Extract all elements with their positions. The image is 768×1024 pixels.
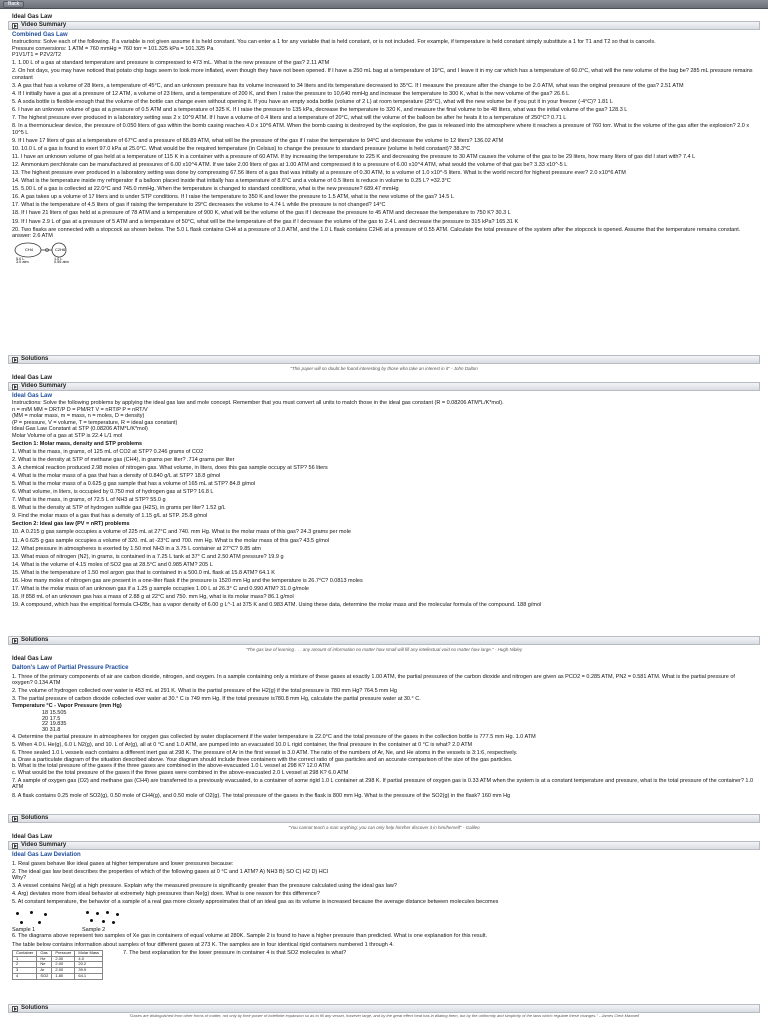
- card-header: Ideal Gas Law: [12, 374, 53, 381]
- table-row: 18 15.505: [42, 710, 67, 717]
- table-row: 30 31.8: [42, 727, 61, 734]
- question: 14. What is the volume of 4.15 moles of SO2 gas at 28.5°C and 0.985 ATM? 205 L: [12, 561, 213, 568]
- sample-1-container: [12, 909, 52, 927]
- question: 6. The diagrams above represent two samples of Xe gas in containers of equal volume at 280K. Sample 2 is found to have a higher pressure than predicted. What is one explanation for this result.: [12, 933, 488, 940]
- solutions-label: Solutions: [21, 355, 49, 362]
- question: 20. Two flasks are connected with a stopcock as shown below. The 5.0 L flask contains CH4 at a pressure of 3.0 ATM, and the 1.0 L flask contains C2H6 at a pressure of 0.55 ATM. Calculate the total pressure of the system after the stopcock is opened. Assume that the temperature remains constant. answer: 2.6 ATM: [12, 226, 741, 240]
- question: 6. I have an unknown volume of gas at a pressure of 0.5 ATM and a temperature of 325 K. If I raise the pressure to 135 kPa, decrease the temperature to 320 K, and measure the final volume to be 48 liters, what was the initial volume of the gas? 128.3 L: [12, 107, 628, 113]
- question: 4. If I initially have a gas at a pressure of 12 ATM, a volume of 23 liters, and a temperature of 200 K, and then I raise the pressure to 10,640 mmHg and increase the temperature to 300 K, what is the new volume of the gas? 26.6 L: [12, 90, 570, 97]
- question: 11. A 0.625 g gas sample occupies a volume of 320. mL at -23°C and 700. mm Hg. What is the molar mass of this gas? 43.5 g/mol: [12, 537, 330, 544]
- table-row: 4 SO2 1.80 64.1: [13, 973, 103, 979]
- gas-samples-table: [12, 950, 103, 980]
- question: Why?: [12, 875, 27, 882]
- formula-line: n = m/M MM = DRT/P D = PM/RT V = nRT/P P = nRT/V: [12, 406, 148, 413]
- expand-icon: [12, 357, 18, 363]
- quote: "Gases are distinguished from other forms of matter, not only by their power of indefinite expansion so as to fill any vessel, however large, and by the great effect heat has in dilating them, but by the uniformity and simplicity of the laws which regulate these changes." - James Clerk Maxwell: [128, 1013, 640, 1018]
- question: 12. Ammonium perchlorate can be manufactured at pressures of 6.00 x10^4 ATM. If we take 2.00 liters of gas at 1.00 ATM and compressed it to a pressure of 6.00 x10^4 ATM, what would the volume of that gas be? 3.33 x10^-5 L: [12, 161, 568, 168]
- worksheet-body: [8, 850, 760, 980]
- question: 15. 5.00 L of a gas is collected at 22.0°C and 745.0 mmHg. When the temperature is changed to standard conditions, what is the new pressure? 689.47 mmHg: [12, 186, 399, 193]
- table-row: 1 He 2.00 4.0: [13, 956, 103, 962]
- question: 7. The best explanation for the lower pressure in container 4 is that SO2 molecules is what?: [123, 950, 347, 956]
- section-title: Ideal Gas Law: [12, 393, 53, 399]
- card-header: Ideal Gas Law: [12, 833, 53, 840]
- solutions-label: Solutions: [21, 1004, 49, 1011]
- sample-2: [82, 909, 122, 933]
- question: 1. Three of the primary components of air are carbon dioxide, nitrogen, and oxygen. In a sample containing only a mixture of these gases at exactly 1.00 ATM, the partial pressures of the carbon dioxide and nitrogen are given as PCO2 = 0.285 ATM, PN2 = 0.581 ATM. What is the partial pressure of oxygen? 0.134 ATM: [12, 673, 735, 687]
- question: 9. If I have 17 liters of gas at a temperature of 67°C and a pressure of 88.89 ATM, what will be the pressure of the gas if I raise the temperature to 94°C and decrease the volume to 12 liters? 136.02 ATM: [12, 137, 504, 144]
- formula: P1V1/T1 = P2V2/T2: [12, 52, 62, 59]
- ideal-gas-law-card: [8, 374, 760, 645]
- table-row: 20 17.5: [42, 715, 61, 722]
- question: 7. The highest pressure ever produced in a laboratory setting was 2 x 10^9 ATM. If I have a volume of 0.4 liters and a temperature of 20°C, what will the volume of the balloon be after he heats it to a temperature of 250°C? 0.71 L: [12, 115, 567, 122]
- question: 12. What pressure in atmospheres is exerted by 1.50 mol NH3 in a 3.75 L container at 27°C? 9.85 atm: [12, 545, 262, 552]
- question: a. Draw a particulate diagram of the situation described above. Your diagram should include three containers with the correct ratio of gas particles and an accurate comparison of the size of the gas particles.: [12, 756, 513, 763]
- question: 18. If 858 mL of an unknown gas has a mass of 2.88 g at 22°C and 750. mm Hg, what is its molar mass? 86.1 g/mol: [12, 594, 294, 601]
- question: 3. A chemical reaction produced 2.98 moles of nitrogen gas. What volume, in liters, does this gas sample occupy at STP? 56 liters: [12, 464, 328, 471]
- expand-icon: [12, 384, 18, 390]
- question: 4. What is the molar mass of a gas that has a density of 0.840 g/L at STP? 18.8 g/mol: [12, 472, 221, 479]
- question: 6. Three sealed 1.0 L vessels each contains a different inert gas at 298 K. The pressure of Ar in the first vessel is 3.0 ATM. The ratio of the numbers of Ar, Ne, and He atoms in the vessels is 3:1:6, respectively.: [12, 750, 518, 757]
- question: 6. What volume, in liters, is occupied by 0.750 mol of hydrogen gas at STP? 16.8 L: [12, 489, 214, 496]
- gas-table-row: [12, 950, 756, 980]
- question: 7. What is the mass, in grams, of 72.5 L of NH3 at STP? 55.0 g: [12, 497, 166, 504]
- conversions: Pressure conversions: 1 ATM = 760 mmHg = 760 torr = 101.325 kPa = 101.325 Pa: [12, 45, 214, 52]
- worksheet-body: [8, 663, 760, 799]
- question: 16. A gas takes up a volume of 17 liters and is under STP conditions. If I raise the temperature to 350 K and lower the pressure to 1.5 ATM, what is the new volume of the gas? 14.5 L: [12, 194, 454, 201]
- section-heading: Section 2: Ideal gas law (PV = nRT) problems: [12, 521, 130, 528]
- question: 2. On hot days, you may have noticed that potato chip bags seem to look more inflated, even though they have not been opened. If I have a 250 mL bag at a temperature of 19°C, and I leave it in my car which has a temperature of 60.0°C, what will the new volume of the bag be? 285 mL pressure remains constant: [12, 68, 753, 81]
- solutions-bar[interactable]: [8, 636, 760, 645]
- question: 5. When 4.0 L He(g), 6.0 L N2(g), and 10. L of Ar(g), all at 0 °C and 1.0 ATM, are pumped into an evacuated 10.0 L rigid container, the final pressure in the container at 0 °C is what? 2.0 ATM: [12, 742, 473, 749]
- video-summary-label: Video Summary: [21, 21, 67, 28]
- question: 8. What is the density at STP of hydrogen sulfide gas (H2S), in grams per liter? 1.52 g/L: [12, 505, 226, 512]
- constant-line: Ideal Gas Law Constant at STP (0.08206 ATM*L/K*mol): [12, 426, 148, 433]
- question: 18. If I have 21 liters of gas held at a pressure of 78 ATM and a temperature of 900 K, what will be the volume of the gas if I decrease the pressure to 45 ATM and decrease the temperature to 750 K? 30.3 L: [12, 210, 511, 217]
- svg-text:C2H6: C2H6: [55, 246, 66, 252]
- quote: "You cannot teach a man anything; you can only help him/her discover it in him/herself" - Galileo: [288, 825, 480, 830]
- question: 17. What is the molar mass of an unknown gas if a 1.25 g sample occupies 1.00 L at 26.3° C and 0.990 ATM? 31.0 g/mole: [12, 585, 309, 592]
- quote: "The gas law of learning . . . any amount of information no matter how small will fill any intellectual void no matter how large." - Hugh Nibley: [245, 647, 523, 652]
- question: 5. A soda bottle is flexible enough that the volume of the bottle can change even without opening it. If you have an empty soda bottle (volume of 2 L) at room temperature (25°C), what will the new volume be if you put it in your freezer (-4°C)? 1.81 L: [12, 98, 613, 105]
- card-header: Ideal Gas Law: [12, 13, 53, 20]
- question: 4. Arg) deviates more from ideal behavior at extremely high pressures than Ne(g) does. What is one reason for this difference?: [12, 891, 320, 898]
- flask-left-pressure: 3.0 atm: [16, 259, 29, 263]
- particle-diagrams: [12, 909, 756, 933]
- question: 5. What is the molar mass of a 0.625 g gas sample that has a volume of 165 mL at STP? 84.8 g/mol: [12, 480, 256, 487]
- table-row: 3 Ar 2.00 39.9: [13, 968, 103, 974]
- instructions: Instructions: Solve the following problems by applying the ideal gas law and mole concept. Remember that you must convert all units to match those in the ideal gas constant (R = 0.08206 ATM*L/K*mol).: [12, 400, 504, 407]
- molar-volume-line: Molar Volume of a gas at STP is 22.4 L/1 mol: [12, 432, 123, 439]
- quote: "This paper will no doubt be found interesting by those who take an interest in it" - John Dalton: [290, 366, 478, 371]
- vapor-table-header: Temperature °C - Vapor Pressure (mm Hg): [12, 702, 122, 709]
- expand-icon: [12, 816, 18, 822]
- gas-law-deviation-card: [8, 833, 760, 1013]
- question: 2. The volume of hydrogen collected over water is 453 mL at 291 K. What is the partial pressure of the H2(g) if the total pressure is 780 mm Hg? 764.5 mm Hg: [12, 688, 397, 695]
- question: 10. 10.0 L of a gas is found to exert 97.0 kPa at 25.0°C. What would be the required temperature (in Celsius) to change the pressure to standard pressure (volume is held constant)? 38.3°C: [12, 145, 471, 152]
- question: 15. What is the temperature of 1.50 mol argon gas that is contained in a 500.0 mL flask at 15.8 ATM? 64.1 K: [12, 569, 275, 576]
- combined-gas-law-card: [8, 13, 760, 364]
- section-heading: Section 1: Molar mass, density and STP problems: [12, 440, 143, 447]
- question: 16. How many moles of nitrogen gas are present in a one-liter flask if the pressure is 1520 mm Hg and the temperature is 26.7°C? 0.0813 moles: [12, 577, 363, 584]
- question: 2. What is the density at STP of methane gas (CH4), in grams per liter? .714 grams per liter: [12, 456, 235, 463]
- section-title: Dalton's Law of Partial Pressure Practice: [12, 665, 129, 671]
- question: 17. What is the temperature of 4.5 liters of gas if raising the temperature to 29°C decreases the volume to 4.74 L while the pressure is not changed? 14°C: [12, 202, 386, 209]
- question: 19. If I have 2.9 L of gas at a pressure of 5 ATM and a temperature of 50°C, what will be the temperature of the gas if I decrease the volume of the gas to 2.4 L and decrease the pressure to 315 kPa? 165.31 K: [12, 218, 519, 225]
- question: 1. 1.00 L of a gas at standard temperature and pressure is compressed to 473 mL. What is the new pressure of the gas? 2.11 ATM: [12, 60, 330, 67]
- solutions-label: Solutions: [21, 636, 49, 643]
- flask-right-pressure: 0.55 atm: [54, 259, 69, 263]
- solutions-bar[interactable]: [8, 814, 760, 823]
- question: 3. A vessel contains Ne(g) at a high pressure. Explain why the measured pressure is significantly greater than the pressure calculated using the ideal gas law?: [12, 883, 397, 890]
- sample-1-label: Sample 1: [12, 926, 36, 933]
- worksheet-body: [8, 30, 760, 263]
- question: 8. A flask contains 0.25 mole of SO2(g), 0.50 mole of CH4(g), and 0.50 mole of O2(g). The total pressure of the gases in the flask is 800 mm Hg. What is the pressure of the SO2(g) in the flask? 160 mm Hg: [12, 792, 511, 799]
- question: 3. The partial pressure of carbon dioxide collected over water at 30.° C is 749 mm Hg. If the total pressure is780.8 mm Hg, calculate the partial pressure water at 30.° C.: [12, 696, 421, 703]
- question: 9. Find the molar mass of a gas that has a density of 1.15 g/L at STP. 25.8 g/mol: [12, 513, 208, 520]
- expand-icon: [12, 23, 18, 29]
- table-row: 22 19.835: [42, 721, 67, 728]
- question: 1. What is the mass, in grams, of 125 mL of CO2 at STP? 0.246 grams of CO2: [12, 448, 204, 455]
- expand-icon: [12, 638, 18, 644]
- expand-icon: [12, 843, 18, 849]
- question: 5. At constant temperature, the behavior of a sample of a real gas more closely approximates that of an ideal gas as its volume is increased because the average distance between molecules becomes: [12, 899, 499, 906]
- expand-icon: [12, 1006, 18, 1012]
- instructions: Instructions: Solve each of the following. If a variable is not given assume it is held constant. You can enter a 1 for any variable that is held constant, or is not included. For example, if temperature is held constant simply substitute a 1 for T1 and T2 so that is cancels.: [12, 39, 656, 46]
- table-row: Container Gas Pressure Molar Mass: [13, 951, 103, 957]
- solutions-bar[interactable]: [8, 355, 760, 364]
- question: 11. I have an unknown volume of gas held at a temperature of 115 K in a container with a pressure of 60 ATM. If by increasing the temperature to 225 K and decreasing the pressure to 30 ATM causes the volume of the gas to be 29 liters, how many liters of gas did I start with? 7.4 L: [12, 153, 696, 160]
- question: 7. A sample of oxygen gas (O2) and methane gas (CH4) are transferred to a previously evacuated, to a container of some rigid 1.0 L container at 298 K. If partial pressure of oxygen gas is 0.33 ATM when the system is at a constant temperature and pressure, what is the total pressure of the container? 1.0 ATM: [12, 777, 754, 791]
- legend-line: (MM = molar mass, m = mass, n = moles, D = density): [12, 413, 145, 420]
- flask-left-volume: 5.0 L: [16, 256, 25, 261]
- flask-right-volume: 1.0 L: [54, 256, 63, 261]
- question: 4. Determine the partial pressure in atmospheres for oxygen gas collected by water displacement if the water temperature is 22.0°C and the total pressure of the gases in the collection bottle is 777.5 mm Hg. 1.0 ATM: [12, 734, 536, 741]
- sample-1: [12, 909, 52, 933]
- sample-2-container: [82, 909, 122, 927]
- question: 14. What is the temperature inside my refrigerator if a balloon placed inside that initially has a temperature of 8.6°C and a volume of 0.5 liters is reduce in volume to 0.25 L? =32.3°C: [12, 178, 451, 185]
- video-summary-bar[interactable]: [8, 21, 760, 30]
- svg-text:CH4: CH4: [25, 246, 34, 252]
- worksheet-body: [8, 391, 760, 609]
- question: 8. In a thermonuclear device, the pressure of 0.050 liters of gas within the bomb casing reaches 4.0 x 10^6 ATM. When the bomb casing is destroyed by the explosion, the gas is released into the atmosphere where it reaches a pressure of 760 torr. What is the volume of the gas after the explosion? 2.0 x 10^5 L: [12, 123, 750, 136]
- flask-diagram: [12, 241, 132, 263]
- vapor-pressure-table: [42, 710, 756, 732]
- question: 1. Real gases behave like ideal gases at higher temperature and lower pressures because:: [12, 860, 234, 867]
- legend-line: (P = pressure, V = volume, T = temperature, R = ideal gas constant): [12, 419, 178, 426]
- solutions-label: Solutions: [21, 814, 49, 821]
- question: 13. What mass of nitrogen (N2), in grams, is contained in a 7.25 L tank at 37° C and 2.50 ATM pressure? 19.9 g: [12, 553, 284, 560]
- section-title: Combined Gas Law: [12, 32, 68, 38]
- back-button[interactable]: Back: [3, 1, 24, 8]
- table-intro: The table below contains information about samples of four different gases at 273 K. The samples are in four identical rigid containers numbered 1 through 4.: [12, 941, 394, 948]
- video-summary-bar[interactable]: [8, 382, 760, 391]
- question: 13. The highest pressure ever produced in a laboratory setting was done by compressing 67.56 liters of a gas that was initially at a pressure of 0.30 ATM, to a volume of 1.0 x10^-5 liters. What is the world record for highest pressure ever? 2.0 x10^6 ATM: [12, 170, 626, 177]
- solutions-bar[interactable]: [8, 1004, 760, 1013]
- daltons-law-card: [8, 655, 760, 823]
- top-bar: [0, 0, 768, 9]
- question: 3. A gas that has a volume of 28 liters, a temperature of 45°C, and an unknown pressure has its volume increased to 34 liters and its temperature decreased to 35°C. If I measure the pressure after the change to be 2.0 ATM, what was the original pressure of the gas? 2.51 ATM: [12, 82, 684, 89]
- question: c. What would be the total pressure of the gases if the three gases were combined in the above-evacuated 2.0 L vessel at 298 K? 6.0 ATM: [12, 769, 349, 776]
- question: 10. A 0.215 g gas sample occupies a volume of 225 mL at 27°C and 740. mm Hg. What is the molar mass of this gas? 24.3 grams per mole: [12, 529, 351, 536]
- section-title: Ideal Gas Law Deviation: [12, 852, 81, 858]
- video-summary-bar[interactable]: [8, 841, 760, 850]
- video-summary-label: Video Summary: [21, 841, 67, 848]
- video-summary-label: Video Summary: [21, 382, 67, 389]
- question: 19. A compound, which has the empirical formula CH2Br, has a vapor density of 6.00 g L^-1 at 375 K and 0.983 ATM. Using these data, determine the molar mass and the molecular formula of the compound. 188 g/mol: [12, 602, 542, 609]
- card-header: Ideal Gas Law: [12, 655, 53, 662]
- table-row: 2 Ne 2.00 20.2: [13, 962, 103, 968]
- question: b. What is the total pressure of the gases if the three gases are combined in the above-evacuated 1.0 L vessel at 298 K? 12.0 ATM: [12, 763, 330, 770]
- question: 2. The ideal gas law best describes the properties of which of the following gases at 0 °C and 1 ATM? A) NH3 B) SO C) H2 D) HCl: [12, 868, 328, 875]
- sample-2-label: Sample 2: [82, 926, 106, 933]
